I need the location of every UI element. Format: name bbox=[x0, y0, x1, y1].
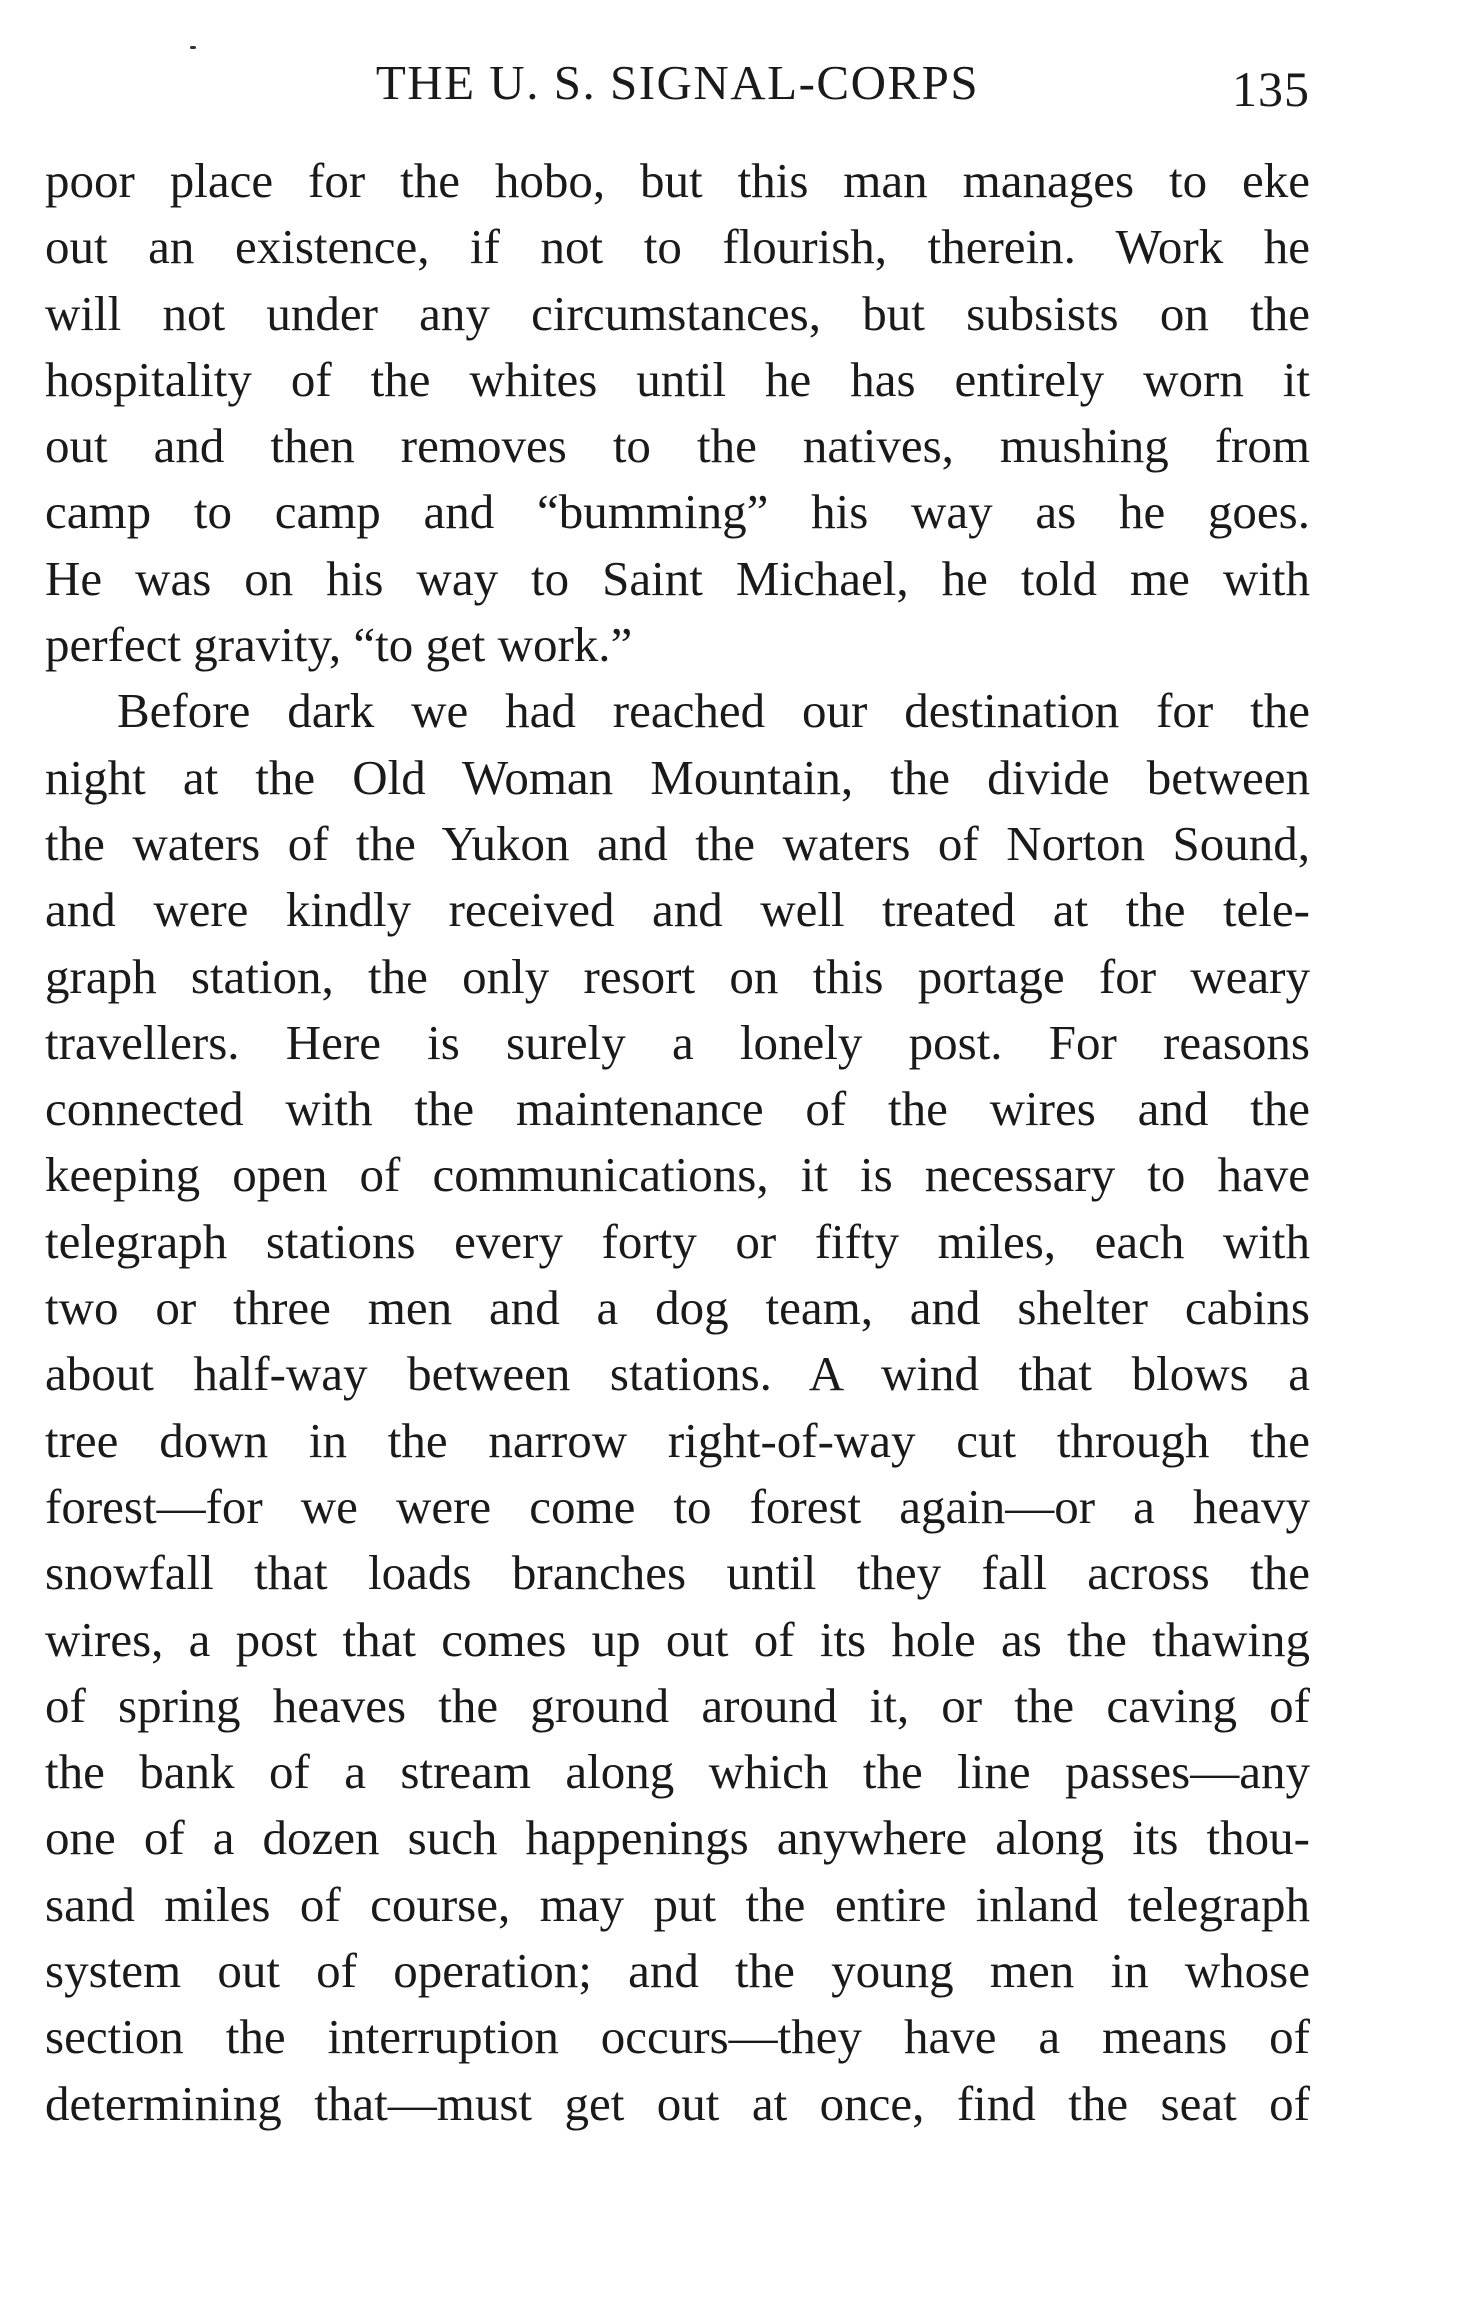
text-line: poor place for the hobo, but this man manages to eke bbox=[45, 153, 1310, 208]
text-line: Before dark we had reached our destination for the bbox=[117, 683, 1310, 739]
paragraph bbox=[45, 678, 1310, 2137]
text-line: hospitality of the whites until he has entirely worn it bbox=[45, 351, 1310, 407]
text-line: He was on his way to Saint Michael, he told me with bbox=[45, 550, 1310, 606]
text-line: tree down in the narrow right-of-way cut through the bbox=[45, 1412, 1310, 1468]
text-line: sand miles of course, may put the entire inland telegraph bbox=[45, 1876, 1310, 1932]
text-line: the waters of the Yukon and the waters of Norton Sound, bbox=[45, 815, 1310, 871]
text-line: the bank of a stream along which the line passes—any bbox=[45, 1744, 1310, 1800]
text-line: section the interruption occurs—they have a means of bbox=[45, 2009, 1310, 2065]
page-number: 135 bbox=[1232, 61, 1310, 117]
text-line: forest—for we were come to forest again—or a heavy bbox=[45, 1478, 1310, 1534]
text-line: system out of operation; and the young men in whose bbox=[45, 1943, 1310, 1999]
text-line: of spring heaves the ground around it, or the caving of bbox=[45, 1677, 1310, 1733]
text-line: will not under any circumstances, but subsists on the bbox=[45, 285, 1310, 341]
text-line: connected with the maintenance of the wires and the bbox=[45, 1081, 1310, 1137]
text-line: travellers. Here is surely a lonely post. For reasons bbox=[45, 1014, 1310, 1070]
text-line: two or three men and a dog team, and shelter cabins bbox=[45, 1280, 1310, 1336]
running-head bbox=[45, 48, 1310, 118]
text-line: perfect gravity, “to get work.” bbox=[45, 617, 633, 673]
text-line: keeping open of communications, it is necessary to have bbox=[45, 1147, 1310, 1203]
text-line: about half-way between stations. A wind that blows a bbox=[45, 1346, 1310, 1402]
text-line: night at the Old Woman Mountain, the divide between bbox=[45, 749, 1310, 805]
text-line: telegraph stations every forty or fifty miles, each with bbox=[45, 1213, 1310, 1269]
text-line: out and then removes to the natives, mushing from bbox=[45, 418, 1310, 474]
text-line: out an existence, if not to flourish, therein. Work he bbox=[45, 219, 1310, 275]
running-title: THE U. S. SIGNAL-CORPS bbox=[375, 55, 980, 110]
text-line: determining that—must get out at once, find the seat of bbox=[45, 2075, 1310, 2131]
text-line: and were kindly received and well treated at the tele- bbox=[45, 882, 1310, 938]
text-line: graph station, the only resort on this portage for weary bbox=[45, 948, 1310, 1004]
text-line: camp to camp and “bumming” his way as he goes. bbox=[45, 484, 1310, 540]
text-line: snowfall that loads branches until they fall across the bbox=[45, 1545, 1310, 1601]
text-line: one of a dozen such happenings anywhere along its thou- bbox=[45, 1810, 1310, 1866]
body-text bbox=[45, 148, 1310, 2137]
text-line: wires, a post that comes up out of its hole as the thawing bbox=[45, 1611, 1310, 1667]
paragraph bbox=[45, 148, 1310, 678]
